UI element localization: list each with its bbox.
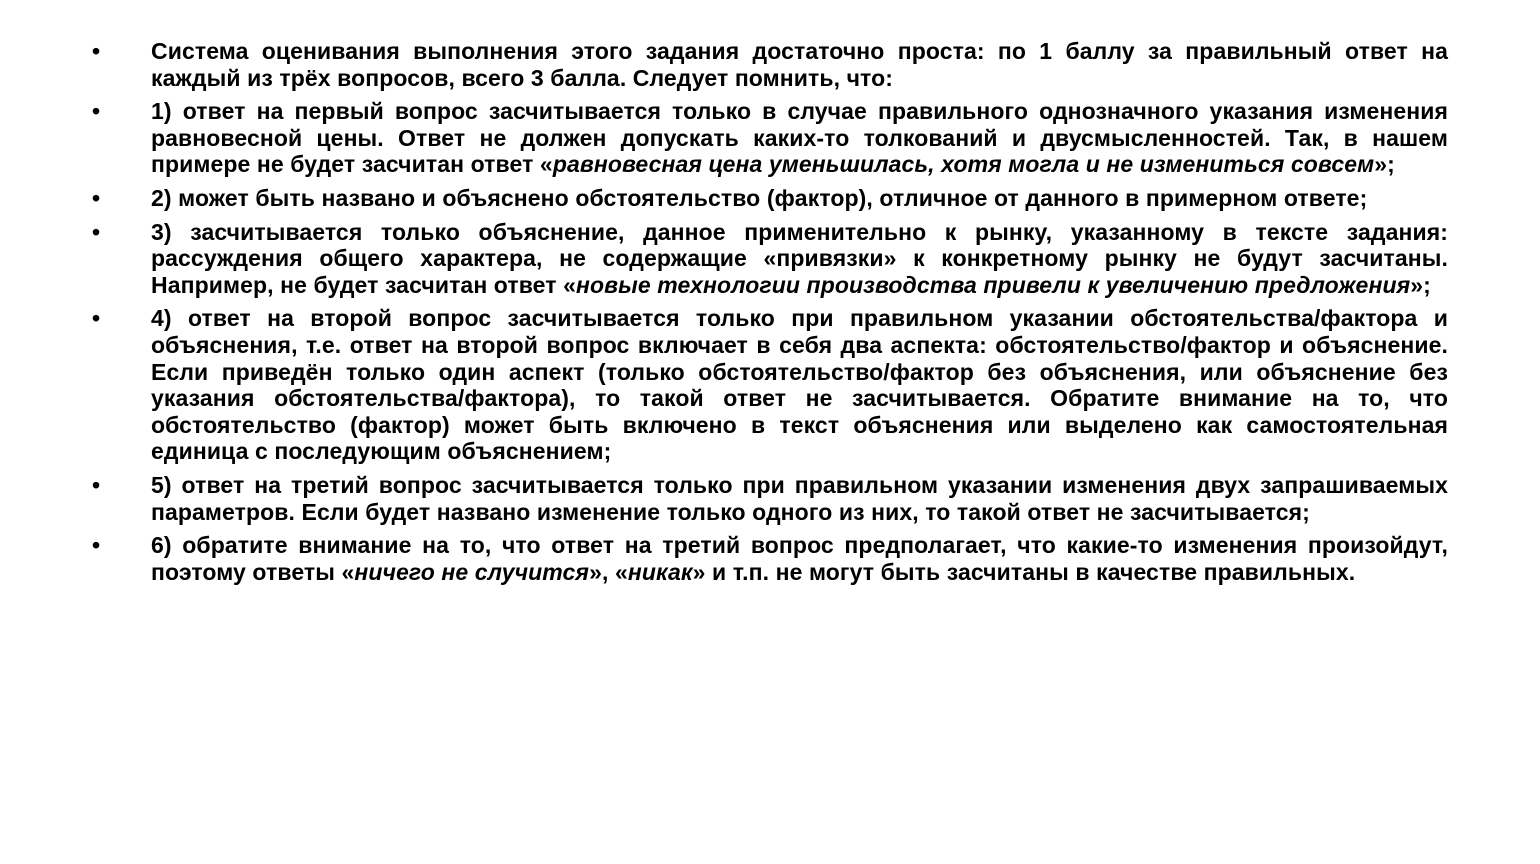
list-item	[92, 305, 1448, 465]
text-run: 1) ответ на первый вопрос засчитывается только в случае правильного однозначного указания изменения равновесной цены. Ответ не должен допускать каких-то толкований и двусмысленностей. Так, в нашем примере не будет засчитан ответ «	[151, 98, 1448, 178]
text-run: 6) обратите внимание на то, что ответ на третий вопрос предполагает, что какие-то изменения произойдут, поэтому ответы «	[151, 532, 1448, 585]
list-item	[92, 472, 1448, 525]
item-text	[151, 185, 1448, 212]
text-run: »;	[1374, 151, 1395, 178]
text-run: »;	[1410, 271, 1431, 298]
bullet-icon: •	[92, 532, 101, 559]
list-item	[92, 98, 1448, 178]
bullet-icon: •	[92, 305, 101, 332]
text-run: 3) засчитывается только объяснение, данное применительно к рынку, указанному в тексте задания: рассуждения общего характера, не содержащие «привязки» к конкретному рынку не будут засчитаны. Например, не будет засчитан ответ «	[151, 218, 1448, 298]
text-run: 4) ответ на второй вопрос засчитывается только при правильном указании обстоятельства/фактора и объяснения, т.е. ответ на второй вопрос включает в себя два аспекта: обстоятельство/фактор и объяснение. Если приведён только один аспект (только обстоятельство/фактор без объяснения, или объяснение без указания обстоятельства/фактора), то такой ответ не засчитывается. Обратите внимание на то, что обстоятельство (фактор) может быть включено в текст объяснения или выделено как самостоятельная единица с последующим объяснением;	[151, 305, 1448, 465]
list-item	[92, 185, 1448, 212]
italic-quote: новые технологии производства привели к увеличению предложения	[576, 271, 1411, 298]
item-text	[151, 305, 1448, 465]
item-text	[151, 219, 1448, 299]
item-text	[151, 38, 1448, 91]
text-run: » и т.п. не могут быть засчитаны в качестве правильных.	[692, 558, 1356, 585]
bullet-icon: •	[92, 218, 101, 245]
italic-quote: никак	[627, 558, 693, 585]
bullet-icon: •	[92, 38, 101, 64]
italic-quote: равновесная цена уменьшилась, хотя могла и не измениться совсем	[552, 151, 1375, 178]
italic-quote: ничего не случится	[354, 558, 590, 585]
item-text	[151, 98, 1448, 178]
item-text	[151, 532, 1448, 585]
list-item	[92, 38, 1448, 91]
list-item	[92, 532, 1448, 585]
text-run: Система оценивания выполнения этого задания достаточно проста: по 1 баллу за правильный ответ на каждый из трёх вопросов, всего 3 балла. Следует помнить, что:	[151, 38, 1448, 91]
bullet-list	[92, 38, 1448, 592]
bullet-icon: •	[92, 184, 101, 211]
bullet-icon: •	[92, 98, 101, 125]
item-text	[151, 472, 1448, 525]
bullet-icon: •	[92, 471, 101, 498]
text-run: », «	[589, 558, 628, 585]
text-run: 2) может быть названо и объяснено обстоятельство (фактор), отличное от данного в примерном ответе;	[151, 184, 1368, 211]
list-item	[92, 219, 1448, 299]
text-run: 5) ответ на третий вопрос засчитывается только при правильном указании изменения двух запрашиваемых параметров. Если будет названо изменение только одного из них, то такой ответ не засчитывается;	[151, 471, 1448, 525]
